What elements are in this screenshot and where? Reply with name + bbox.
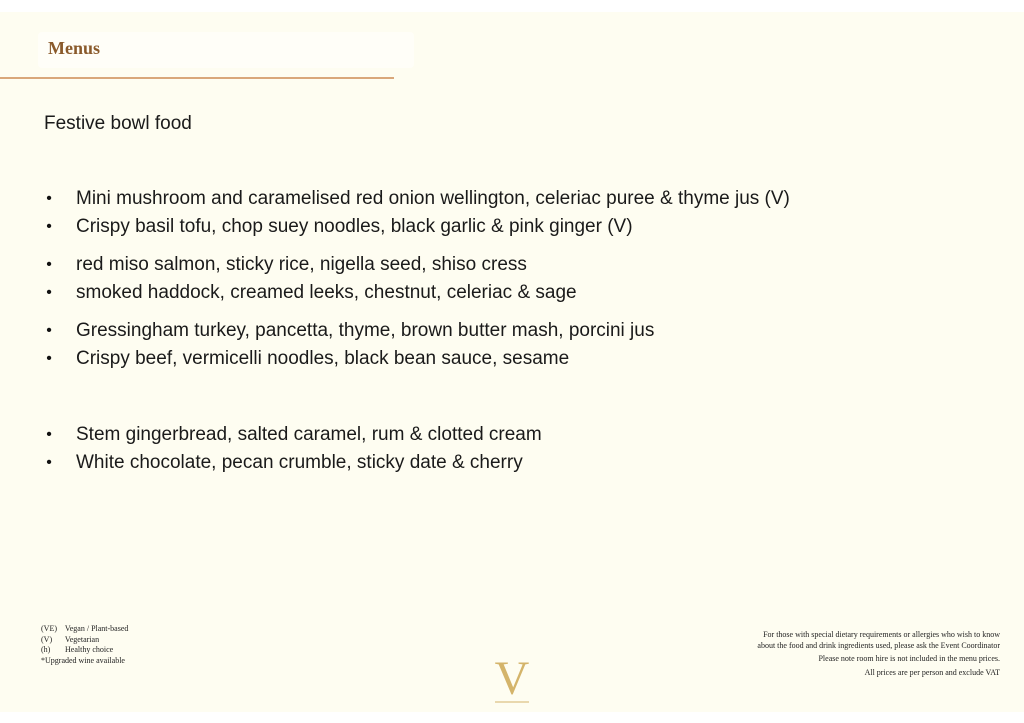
venue-logo-icon xyxy=(493,652,531,704)
legend-label: Vegan / Plant-based xyxy=(64,624,129,633)
section-title: Festive bowl food xyxy=(44,113,192,134)
bullet-icon: • xyxy=(46,426,52,443)
menu-item-text: Mini mushroom and caramelised red onion wellington, celeriac puree & thyme jus (V) xyxy=(76,188,790,209)
bullet-icon: • xyxy=(46,350,52,367)
legend-code: (V) xyxy=(41,634,53,644)
legend-label: Vegetarian xyxy=(64,634,100,644)
legend-row xyxy=(41,645,128,656)
menu-item-text: Crispy basil tofu, chop suey noodles, black garlic & pink ginger (V) xyxy=(76,216,633,237)
legend-code: (VE) xyxy=(41,624,57,633)
legend-code: (h) xyxy=(41,645,51,654)
legend-label: Healthy choice xyxy=(65,645,114,654)
bullet-icon: • xyxy=(46,454,52,471)
dietary-note-line: For those with special dietary requirements or allergies who wish to know xyxy=(763,630,1000,639)
legend-row xyxy=(41,635,128,646)
bullet-icon: • xyxy=(46,190,52,207)
bullet-icon: • xyxy=(46,284,52,301)
room-hire-note: Please note room hire is not included in the menu prices. xyxy=(818,654,1000,663)
menu-item-text: smoked haddock, creamed leeks, chestnut, celeriac & sage xyxy=(76,282,577,303)
legend-row xyxy=(41,624,128,635)
dietary-note-line: about the food and drink ingredients used, please ask the Event Coordinator xyxy=(757,640,1000,650)
menu-item-text: red miso salmon, sticky rice, nigella seed, shiso cress xyxy=(76,254,527,275)
logo-letter: V xyxy=(494,652,530,704)
menu-item-text: White chocolate, pecan crumble, sticky date & cherry xyxy=(76,452,523,473)
page-title: Menus xyxy=(48,38,101,58)
dietary-note xyxy=(680,630,1000,651)
legend-note: *Upgraded wine available xyxy=(41,655,125,665)
header-divider xyxy=(0,77,394,79)
prices-note: All prices are per person and exclude VAT xyxy=(864,668,1000,677)
bullet-icon: • xyxy=(46,322,52,339)
menu-item-text: Stem gingerbread, salted caramel, rum & clotted cream xyxy=(76,424,542,445)
bullet-icon: • xyxy=(46,218,52,235)
dietary-legend xyxy=(41,624,128,666)
footer-notes xyxy=(680,630,1000,679)
bullet-icon: • xyxy=(46,256,52,273)
menu-item-text: Gressingham turkey, pancetta, thyme, brown butter mash, porcini jus xyxy=(76,320,655,341)
menu-page xyxy=(0,12,1024,712)
menu-item-text: Crispy beef, vermicelli noodles, black bean sauce, sesame xyxy=(76,348,570,369)
